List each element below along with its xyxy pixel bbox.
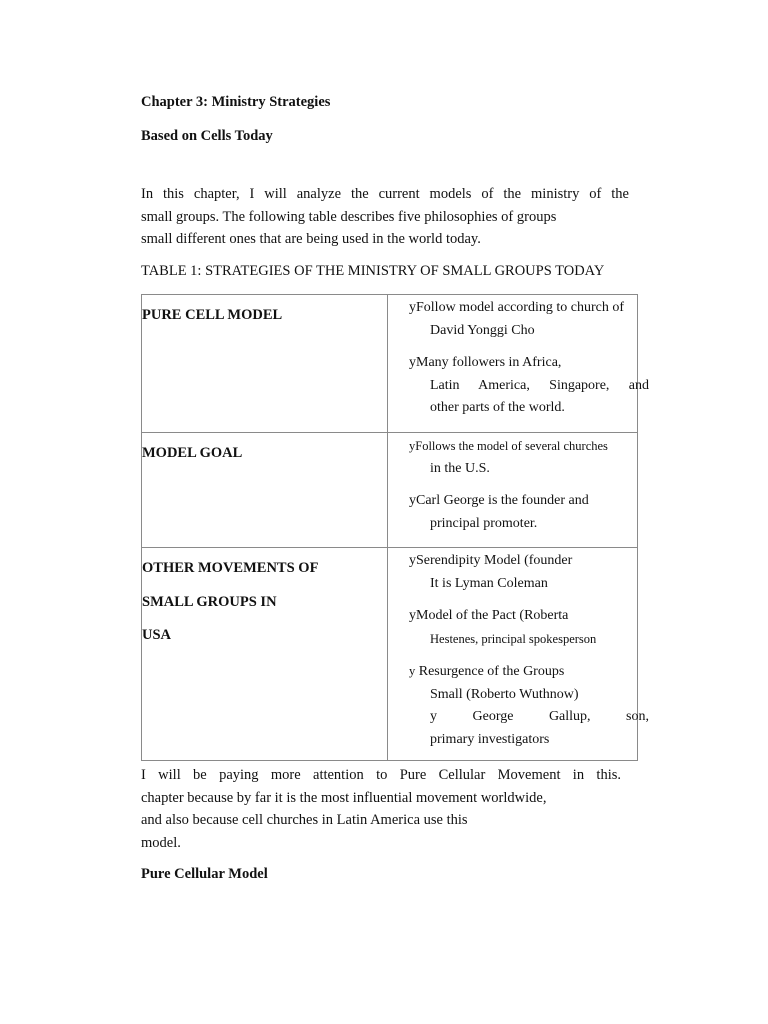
table-row	[142, 547, 649, 761]
closing-line: I will be paying more attention to Pure Cellular Movement in this.	[141, 767, 621, 783]
row-bullets	[409, 435, 649, 545]
table-row	[142, 432, 637, 547]
bullet-marker: y	[409, 553, 416, 568]
row-title: PURE CELL MODEL	[142, 307, 283, 323]
bullet-marker: y	[409, 664, 416, 678]
table-caption: TABLE 1: STRATEGIES OF THE MINISTRY OF SMALL GROUPS TODAY	[141, 263, 605, 279]
intro-line: In this chapter, I will analyze the current models of the ministry of the	[141, 186, 629, 202]
bullet-item: y Resurgence of the Groups Small (Roberto Wuthnow) y George Gallup, son, primary investigators	[409, 664, 649, 747]
bullet-marker: y	[409, 493, 416, 508]
strategy-table	[141, 294, 649, 761]
bullet-item: yCarl George is the founder and principal promoter.	[409, 493, 589, 531]
bullet-item: yModel of the Pact (Roberta Hestenes, principal spokesperson	[409, 608, 597, 646]
intro-line: small different ones that are being used in the world today.	[141, 231, 481, 247]
bullet-item: yMany followers in Africa, Latin America, Singapore, and other parts of the world.	[409, 355, 649, 415]
row-bullets	[409, 297, 649, 430]
bullet-marker: y	[409, 300, 416, 315]
intro-line: small groups. The following table describes five philosophies of groups	[141, 208, 557, 225]
row-bullets	[409, 550, 649, 761]
chapter-title: Chapter 3: Ministry Strategies	[141, 94, 331, 110]
closing-line: and also because cell churches in Latin America use this	[141, 812, 468, 828]
table-row	[142, 295, 649, 432]
chapter-subtitle: Based on Cells Today	[141, 128, 273, 144]
bullet-marker: y	[409, 439, 416, 453]
closing-line: chapter because by far it is the most influential movement worldwide,	[141, 789, 547, 806]
bullet-marker: y	[409, 608, 416, 623]
bullet-item: ySerendipity Model (founder It is Lyman Coleman	[409, 553, 573, 591]
row-title: MODEL GOAL	[142, 445, 243, 461]
bullet-marker: y	[409, 355, 416, 370]
closing-paragraph	[141, 764, 621, 854]
intro-paragraph	[141, 183, 629, 251]
section-heading: Pure Cellular Model	[141, 866, 268, 882]
bullet-item: yFollows the model of several churches in the U.S.	[409, 439, 608, 476]
closing-line: model.	[141, 834, 181, 851]
row-title: OTHER MOVEMENTS OF SMALL GROUPS IN USA	[142, 560, 319, 643]
bullet-item: yFollow model according to church of David Yonggi Cho	[409, 300, 625, 338]
